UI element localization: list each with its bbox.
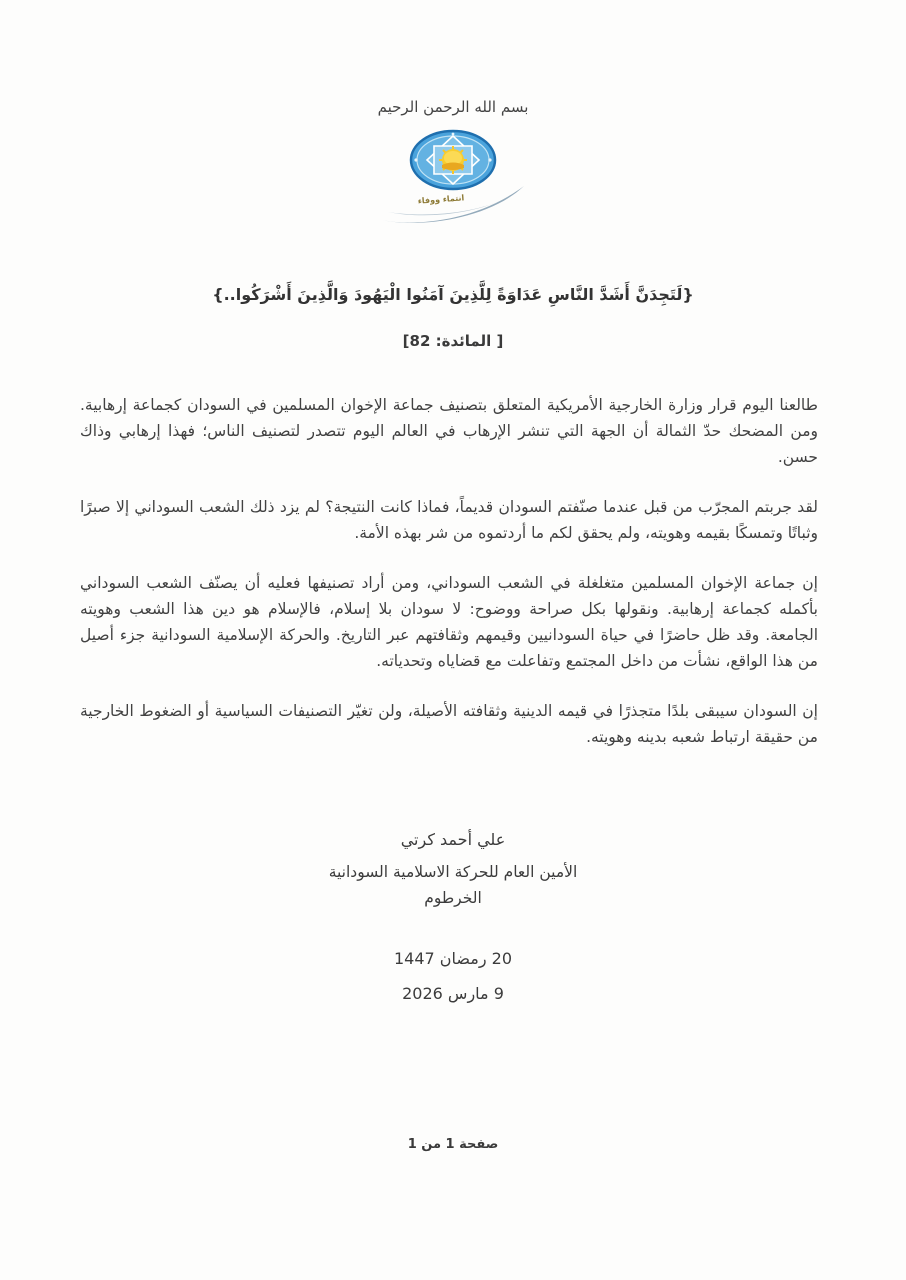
paragraph-3: إن جماعة الإخوان المسلمين متغلغلة في الشعب السوداني، ومن أراد تصنيفها فعليه أن يصنّف الشعب السوداني بأكمله كجماعة إرهابية. ونقولها بكل صراحة ووضوح: لا سودان بلا إسلام، فالإسلام هو دين هذا الشعب وهويته الجامعة. وقد ظل حاضرًا في حياة السودانيين وقيمهم وثقافتهم عبر التاريخ. والحركة الإسلامية السودانية جزء أصيل من هذا الواقع، نشأت من داخل المجتمع وتفاعلت مع قضاياه وتحدياته.: [80, 574, 818, 670]
date-block: [0, 949, 906, 1003]
gregorian-date: 9 مارس 2026: [402, 984, 504, 1003]
paragraph-2: لقد جربتم المجرّب من قبل عندما صنّفتم السودان قديماً، فماذا كانت النتيجة؟ لم يزد ذلك الشعب السوداني إلا صبرًا وثباتًا وتمسكًا بقيمه وهويته، ولم يحقق لكم ما أردتموه من شر بهذه الأمة.: [80, 498, 818, 542]
page-number-footer: صفحة 1 من 1: [407, 1137, 499, 1152]
organization-logo: [378, 124, 528, 229]
logo-motto-text: انتماء ووفاء: [417, 193, 465, 206]
quran-verse: {لَتَجِدَنَّ أَشَدَّ النَّاسِ عَدَاوَةً لِلَّذِينَ آمَنُوا الْيَهُودَ وَالَّذِينَ أَشْرَكُوا..}: [212, 285, 694, 304]
verse-reference: [ المائدة: 82]: [402, 332, 504, 350]
paragraph-4: إن السودان سيبقى بلدًا متجذرًا في قيمه الدينية وثقافته الأصيلة، ولن تغيّر التصنيفات السياسية أو الضغوط الخارجية من حقيقة ارتباط شعبه بدينه وهويته.: [80, 702, 818, 746]
signature-block: [0, 830, 906, 907]
signatory-title: الأمين العام للحركة الاسلامية السودانية: [328, 863, 578, 881]
paragraph-1: طالعنا اليوم قرار وزارة الخارجية الأمريكية المتعلق بتصنيف جماعة الإخوان المسلمين في السودان كجماعة إرهابية. ومن المضحك حدّ الثمالة أن الجهة التي تنشر الإرهاب في العالم اليوم تتصدر لتصنيف الناس؛ فهذا إرهابي وذاك حسن.: [80, 396, 818, 466]
hijri-date: 20 رمضان 1447: [393, 949, 513, 968]
signatory-city: الخرطوم: [424, 889, 482, 907]
signatory-name: علي أحمد كرتي: [400, 830, 506, 849]
logo-emblem-icon: [378, 124, 528, 229]
letter-body: [80, 392, 818, 750]
basmala-text: بسم الله الرحمن الرحيم: [377, 98, 529, 116]
